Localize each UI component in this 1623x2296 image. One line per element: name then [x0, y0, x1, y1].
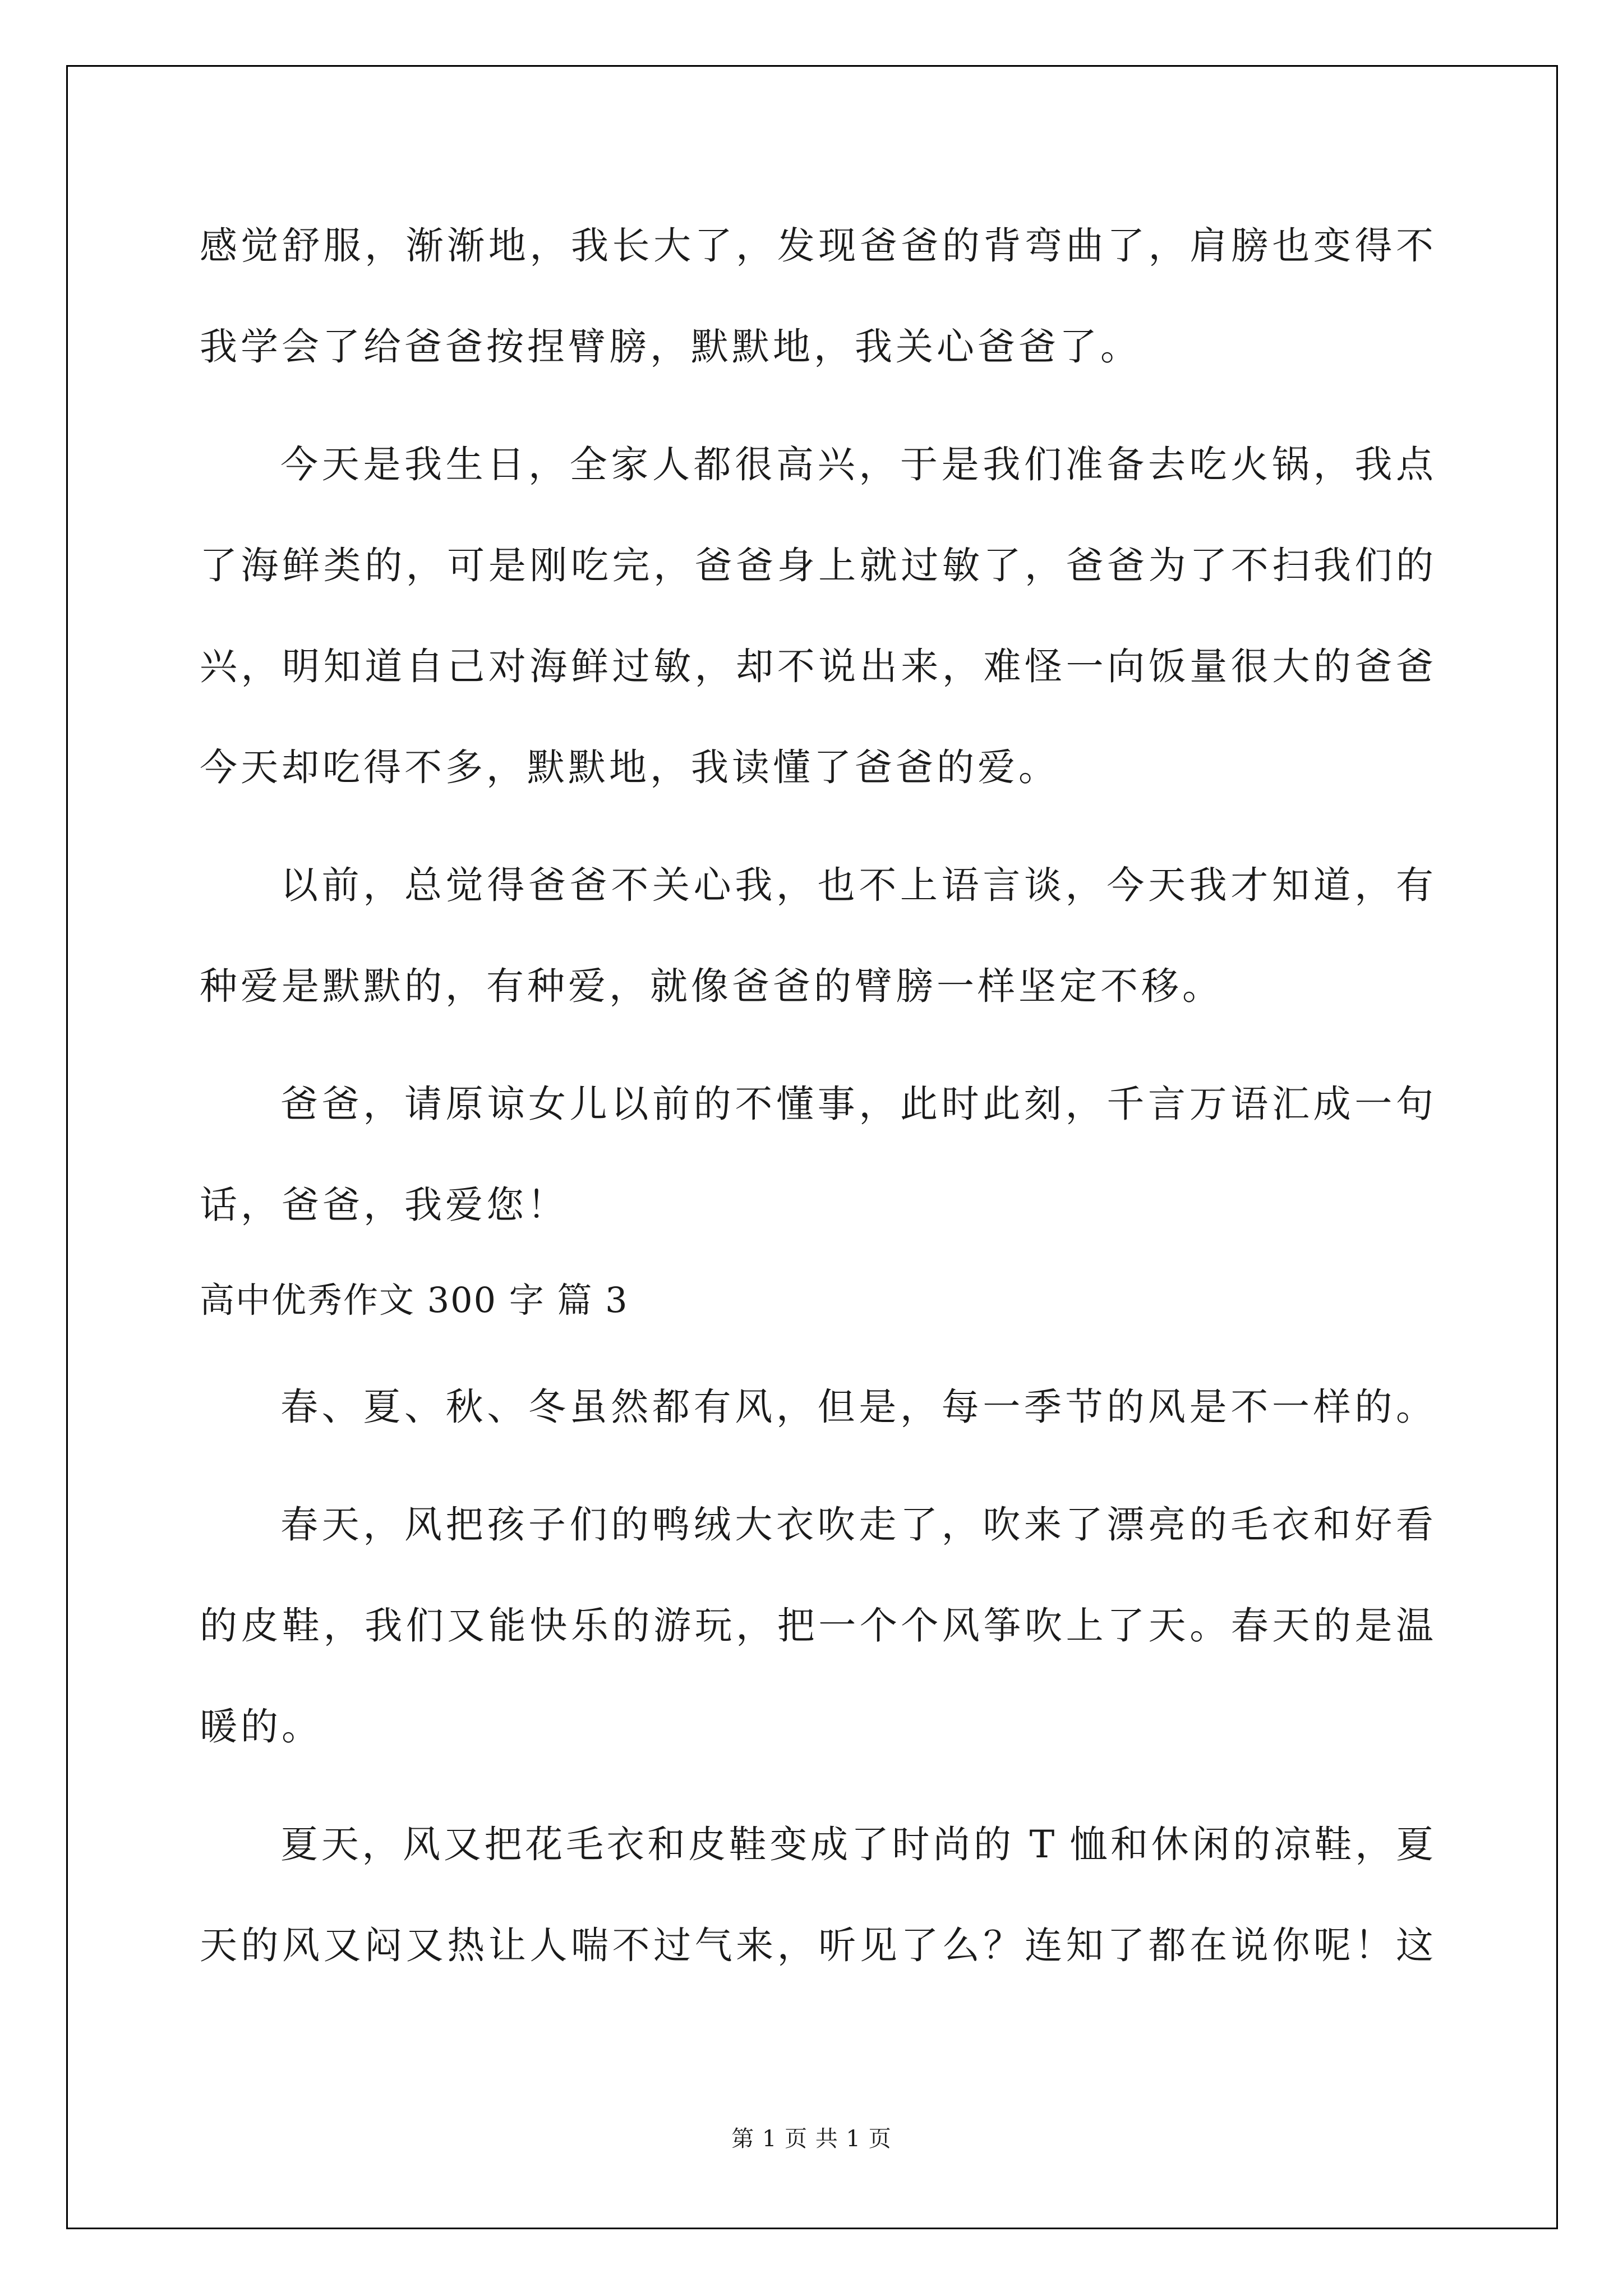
text-line: 暖的。 [200, 1705, 322, 1749]
section-heading: 高中优秀作文 300 字 篇 3 [200, 1280, 629, 1320]
paragraph-start-line: 爸爸，请原谅女儿以前的不懂事，此时此刻，千言万语汇成一句 [280, 1082, 1433, 1126]
paragraph-start-line: 春、夏、秋、冬虽然都有风，但是，每一季节的风是不一样的。 [280, 1385, 1433, 1429]
text-line: 话，爸爸，我爱您！ [200, 1183, 568, 1227]
text-line: 今天却吃得不多，默默地，我读懂了爸爸的爱。 [200, 746, 1059, 789]
page-border [66, 65, 1558, 2229]
paragraph-start-line: 今天是我生日，全家人都很高兴，于是我们准备去吃火锅，我点 [280, 443, 1433, 486]
paragraph-start-line: 以前，总觉得爸爸不关心我，也不上语言谈，今天我才知道，有 [280, 863, 1433, 907]
paragraph-start-line: 夏天，风又把花毛衣和皮鞋变成了时尚的 T 恤和休闲的凉鞋，夏 [280, 1823, 1433, 1866]
text-line: 我学会了给爸爸按捏臂膀，默默地，我关心爸爸了。 [200, 325, 1141, 369]
text-line: 兴，明知道自己对海鲜过敏，却不说出来，难怪一向饭量很大的爸爸 [200, 645, 1433, 688]
text-line: 了海鲜类的，可是刚吃完，爸爸身上就过敏了，爸爸为了不扫我们的 [200, 544, 1433, 587]
page-footer: 第 1 页 共 1 页 [731, 2126, 892, 2152]
text-line: 的皮鞋，我们又能快乐的游玩，把一个个风筝吹上了天。春天的是温 [200, 1604, 1433, 1648]
text-line: 感觉舒服，渐渐地，我长大了，发现爸爸的背弯曲了，肩膀也变得不 [200, 224, 1433, 268]
text-line: 种爱是默默的，有种爱，就像爸爸的臂膀一样坚定不移。 [200, 964, 1223, 1008]
paragraph-start-line: 春天，风把孩子们的鸭绒大衣吹走了，吹来了漂亮的毛衣和好看 [280, 1503, 1433, 1547]
text-line: 天的风又闷又热让人喘不过气来，听见了么？连知了都在说你呢！这 [200, 1924, 1433, 1967]
